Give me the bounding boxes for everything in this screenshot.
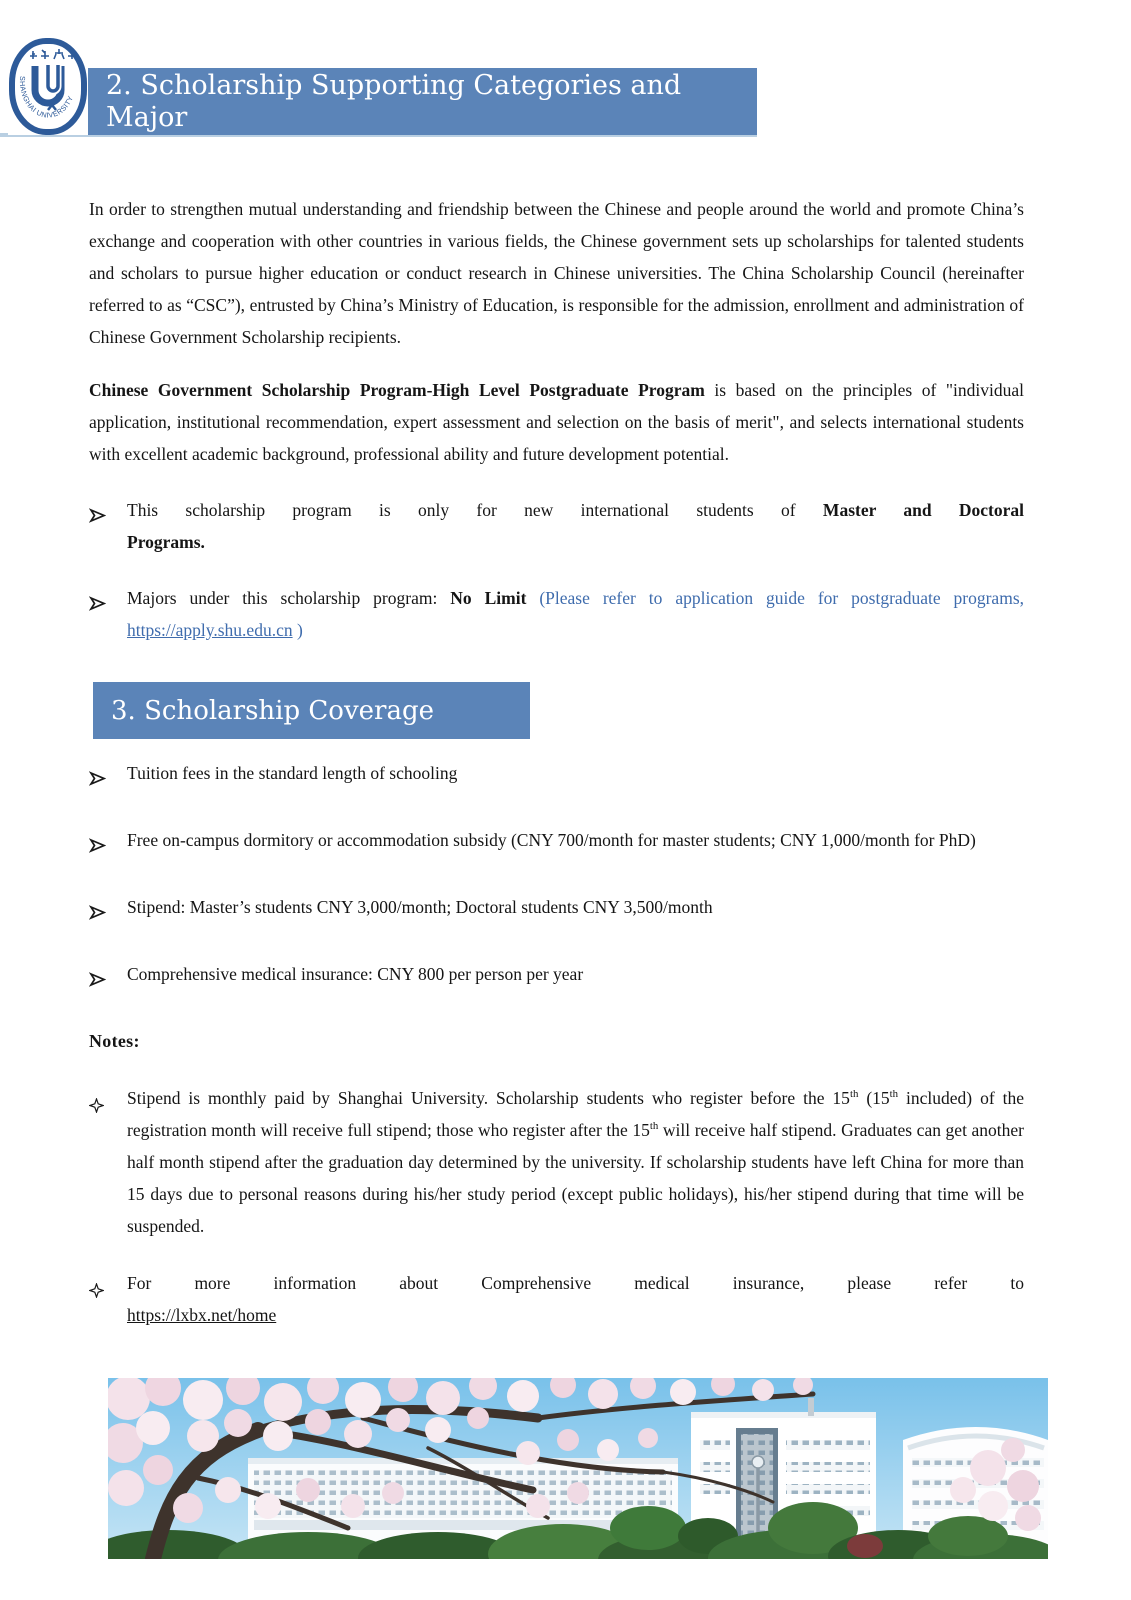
program-name-bold: Chinese Government Scholarship Program-High Level Postgraduate Program [89,380,705,400]
bullet-text-blue: (Please refer to application guide for postgraduate programs, [526,588,1024,608]
note-text-plain: For more information about Comprehensive medical insurance, please refer to [127,1273,1024,1293]
note-text-plain: Stipend is monthly paid by Shanghai University. Scholarship students who register before the 15 [127,1088,850,1108]
program-rest-text: is based on the principles of "individual application, institutional recommendation, expert assessment and selection on the basis of merit", and selects international students with excellent academic background, professional ability and future development potential. [89,380,1025,464]
page-header [0,0,1131,140]
shanghai-university-logo [8,38,88,135]
bullet-text-bold: No Limit [450,588,527,608]
note-text [127,1267,1024,1331]
section-3-banner [93,682,530,739]
ordinal-superscript: th [649,1120,659,1133]
bullet-text-bold: Master and Doctoral [822,500,1024,520]
bullet-text-plain: Majors under this scholarship program: [127,588,451,608]
note-text [127,1082,1024,1242]
arrow-bullet-icon [89,958,127,997]
arrow-bullet-icon [89,494,127,558]
list-item [89,824,1024,863]
bullet-text [127,494,1024,558]
section-3-title: 3. Scholarship Coverage [111,695,434,726]
bullet-text [127,582,1024,646]
apply-shu-link[interactable]: https://apply.shu.edu.cn [127,620,293,640]
list-item [89,1267,1024,1331]
list-item [89,494,1024,558]
list-item [89,958,1024,997]
intro-paragraph [89,193,1024,353]
diamond-bullet-icon [89,1082,127,1242]
bullet-text-plain: This scholarship program is only for new international students of [127,500,823,520]
list-item [89,582,1024,646]
diamond-bullet-icon [89,1267,127,1331]
note-text-plain: (15 [858,1088,890,1108]
section-3-bullet-list [89,757,1024,997]
arrow-bullet-icon [89,757,127,796]
section-2-title: 2. Scholarship Supporting Categories and Major [106,69,682,133]
section-2-bullet-list [89,494,1024,646]
logo-arc-text: SHANGHAI UNIVERSITY [17,75,76,120]
bullet-text-bold: Programs. [127,532,205,552]
arrow-bullet-icon [89,582,127,646]
bullet-text: Comprehensive medical insurance: CNY 800 per person per year [127,964,584,984]
program-paragraph [89,374,1024,470]
campus-photo-illustration [108,1378,1048,1559]
notes-heading: Notes: [89,1031,140,1051]
bullet-text-blue: ) [292,620,303,640]
university-emblem-icon [8,38,88,135]
section-2-banner [88,68,757,135]
ordinal-superscript: th [849,1088,859,1101]
note-text-plain: will receive half stipend. Graduates can get another half month stipend after the graduation day determined by the university. If scholarship students have left China for more than 15 days due to personal reasons during his/her study period (except public holidays), his/her stipend during that time will be suspended. [127,1120,1024,1236]
insurance-link[interactable]: https://lxbx.net/home [127,1305,277,1325]
ordinal-superscript: th [889,1088,899,1101]
list-item [89,891,1024,930]
arrow-bullet-icon [89,824,127,863]
campus-photo [108,1378,1048,1559]
list-item [89,757,1024,796]
intro-text: In order to strengthen mutual understanding and friendship between the Chinese and people around the world and promote China’s exchange and cooperation with other countries in various fields, the Chinese government sets up scholarships for talented students and scholars to pursue higher education or conduct research in Chinese universities. The China Scholarship Council (hereinafter referred to as “CSC”), entrusted by China’s Ministry of Education, is responsible for the admission, enrollment and administration of Chinese Government Scholarship recipients. [89,199,1024,347]
main-content [0,135,1131,1559]
notes-list [89,1082,1024,1331]
bullet-text: Stipend: Master’s students CNY 3,000/month; Doctoral students CNY 3,500/month [127,897,713,917]
bullet-text: Free on-campus dormitory or accommodation subsidy (CNY 700/month for master students; CNY 1,000/month for PhD) [127,830,976,850]
arrow-bullet-icon [89,891,127,930]
list-item [89,1082,1024,1242]
note-text-plain: included) of the registration month will receive full stipend; those who register after the 15 [127,1088,1024,1140]
bullet-text: Tuition fees in the standard length of schooling [127,763,458,783]
